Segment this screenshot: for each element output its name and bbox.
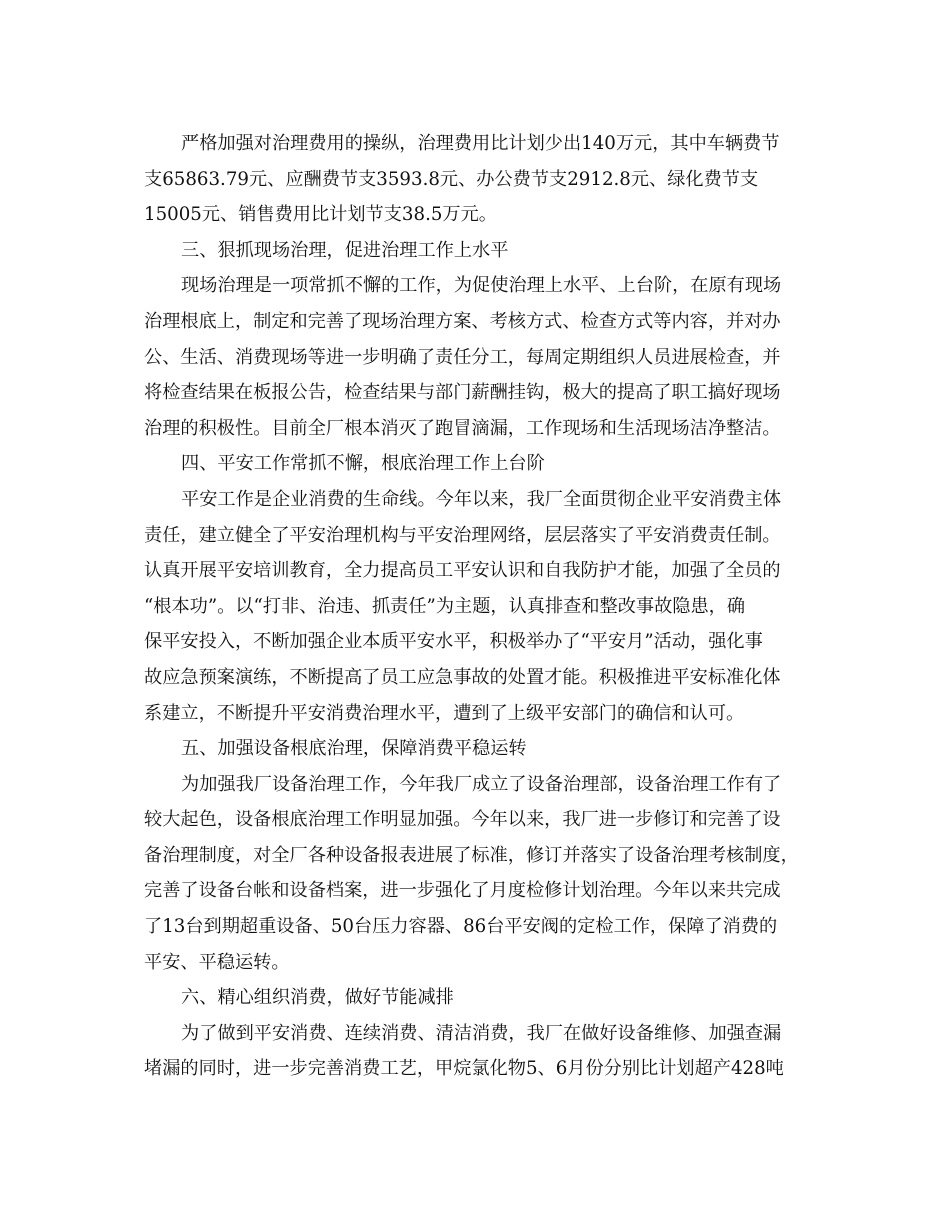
text-line: 为加强我厂设备治理工作，今年我厂成立了设备治理部，设备治理工作有了	[181, 773, 782, 795]
text-line: 了13台到期超重设备、50台压力容器、86台平安阀的定检工作，保障了消费的	[144, 916, 778, 938]
text-line: 将检查结果在板报公告，检查结果与部门薪酬挂钩，极大的提高了职工搞好现场	[144, 382, 781, 404]
text-line: 较大起色，设备根底治理工作明显加强。今年以来，我厂进一步修订和完善了设	[144, 809, 781, 831]
section-heading: 五、加强设备根底治理，保障消费平稳运转	[181, 738, 527, 760]
text-line: 系建立，不断提升平安消费治理水平，遭到了上级平安部门的确信和认可。	[144, 702, 745, 724]
text-line: 保平安投入，不断加强企业本质平安水平，积极举办了“平安月”活动，强化事	[144, 631, 763, 653]
text-line: 责任，建立健全了平安治理机构与平安治理网络，层层落实了平安消费责任制。	[144, 524, 781, 546]
text-line: 堵漏的同时，进一步完善消费工艺，甲烷氯化物5、6月份分别比计划超产428吨	[144, 1058, 784, 1080]
text-line: 严格加强对治理费用的操纵，治理费用比计划少出140万元，其中车辆费节	[181, 133, 780, 154]
text-line: 公、生活、消费现场等进一步明确了责任分工，每周定期组织人员进展检查，并	[144, 346, 781, 368]
text-line: “根本功”。以“打非、治违、抓责任”为主题，认真排查和整改事故隐患，确	[144, 595, 746, 617]
text-line: 支65863.79元、应酬费节支3593.8元、办公费节支2912.8元、绿化费节支	[144, 168, 759, 190]
text-line: 现场治理是一项常抓不懈的工作，为促使治理上水平、上台阶，在原有现场	[181, 275, 782, 297]
section-heading: 四、平安工作常抓不懈，根底治理工作上台阶	[181, 453, 545, 475]
text-line: 认真开展平安培训教育，全力提高员工平安认识和自我防护才能，加强了全员的	[144, 560, 781, 582]
text-line: 备治理制度，对全厂各种设备报表进展了标准，修订并落实了设备治理考核制度，	[144, 844, 799, 866]
text-line: 治理的积极性。目前全厂根本消灭了跑冒滴漏，工作现场和生活现场洁净整洁。	[144, 417, 781, 439]
text-line: 15005元、销售费用比计划节支38.5万元。	[144, 204, 497, 226]
text-line: 平安工作是企业消费的生命线。今年以来，我厂全面贯彻企业平安消费主体	[181, 488, 782, 510]
text-line: 故应急预案演练，不断提高了员工应急事故的处置才能。积极推进平安标准化体	[144, 666, 781, 688]
text-line: 完善了设备台帐和设备档案，进一步强化了月度检修计划治理。今年以来共完成	[144, 880, 781, 902]
section-heading: 六、精心组织消费，做好节能减排	[181, 987, 454, 1009]
section-heading: 三、狠抓现场治理，促进治理工作上水平	[181, 239, 509, 261]
text-line: 治理根底上，制定和完善了现场治理方案、考核方式、检查方式等内容，并对办	[144, 310, 781, 332]
document-body	[144, 126, 806, 1087]
text-line: 为了做到平安消费、连续消费、清洁消费，我厂在做好设备维修、加强查漏	[181, 1022, 782, 1044]
text-line: 平安、平稳运转。	[144, 951, 290, 973]
